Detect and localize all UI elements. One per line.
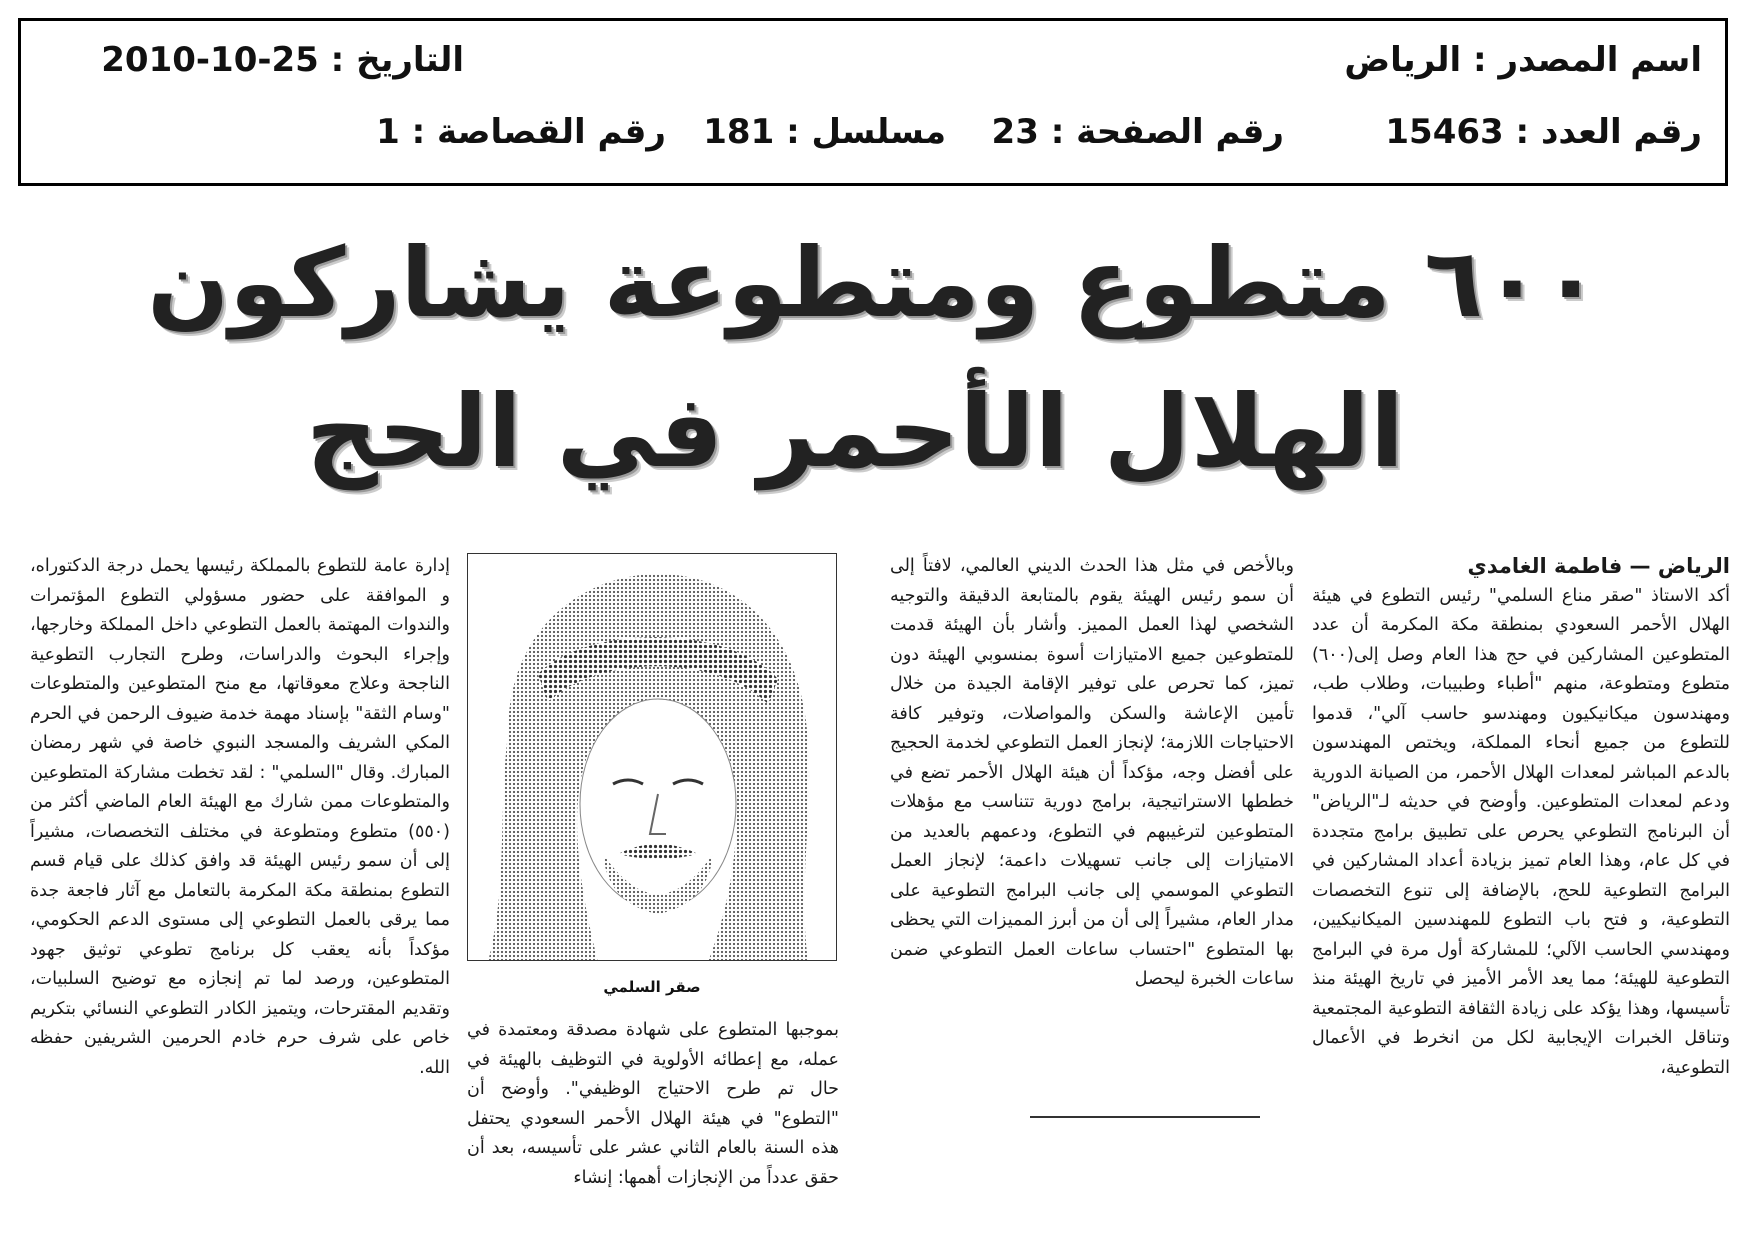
article-column-3: [467, 1016, 839, 1231]
article-column-3-text: بموجبها المتطوع على شهادة مصدقة ومعتمدة في عمله، مع إعطائه الأولوية في التوظيف بالهيئة في حال تم طرح الاحتياج الوظيفي". وأوضح أن "التطوع" في هيئة الهلال الأحمر السعودي يحتفل هذه السنة بالعام الثاني عشر على تأسيسه، بعد أن حقق عدداً من الإنجازات أهمها: إنشاء: [467, 1020, 839, 1188]
source-label: اسم المصدر : الرياض: [1344, 40, 1702, 80]
date-label: التاريخ : 25-10-2010: [101, 40, 464, 80]
article-column-4-text: إدارة عامة للتطوع بالمملكة رئيسها يحمل درجة الدكتوراه، و الموافقة على حضور مسؤولي التطوع المؤتمرات والندوات المهتمة بالعمل التطوعي داخل المملكة وخارجها، وإجراء البحوث والدراسات، وطرح التجارب التطوعية الناجحة وعلاج معوقاتها، مع منح المتطوعين والمتطوعات "وسام الثقة" بإسناد مهمة خدمة ضيوف الرحمن في الحرم المكي الشريف والمسجد النبوي خاصة في شهر رمضان المبارك. وقال "السلمي" : لقد تخطت مشاركة المتطوعين والمتطوعات ممن شارك مع الهيئة العام الماضي أكثر من (٥٥٠) متطوع ومتطوعة في مختلف التخصصات، مشيراً إلى أن سمو رئيس الهيئة قد وافق كذلك على قيام قسم التطوع بمنطقة مكة المكرمة بالتعامل مع آثار فاجعة جدة مما يرقى بالعمل التطوعي إلى مستوى الدعم الحكومي، مؤكداً بأنه يعقب كل برنامج تطوعي توثيق جهود المتطوعين، ورصد لما تم إنجازه مع توضيح السلبيات، وتقديم المقترحات، ويتميز الكادر التطوعي النسائي بتكريم خاص على شرف حرم خادم الحرمين الشريفين حفظه الله.: [30, 556, 450, 1078]
portrait-photo: [467, 553, 837, 961]
photo-caption: صقر السلمي: [603, 978, 701, 996]
portrait-illustration: [468, 554, 837, 961]
headline-line-1: ٦٠٠ متطوع ومتطوعة يشاركون: [147, 227, 1600, 339]
serial-label: مسلسل : 181: [703, 112, 946, 152]
article-column-2: [890, 552, 1294, 1102]
article-column-1: [1312, 552, 1730, 1232]
article-column-2-text: وبالأخص في مثل هذا الحدث الديني العالمي، لافتاً إلى أن سمو رئيس الهيئة يقوم بالمتابعة الدقيقة والتوجيه الشخصي لهذا العمل المميز. وأشار بأن الهيئة قدمت للمتطوعين جميع الامتيازات أسوة بمنسوبي الهيئة دون تميز، كما تحرص على توفير الإقامة الجيدة من خلال تأمين الإعاشة والسكن والمواصلات، وتوفير كافة الاحتياجات اللازمة؛ لإنجاز العمل التطوعي لخدمة الحجيج على أفضل وجه، مؤكداً أن هيئة الهلال الأحمر تضع في خططها الاستراتيجية، برامج دورية تتناسب مع مؤهلات المتطوعين لترغيبهم في التطوع، ودعمهم بالعديد من الامتيازات إلى جانب تسهيلات داعمة؛ لإنجاز العمل التطوعي الموسمي إلى جانب البرامج التطوعية على مدار العام، مشيراً إلى أن من أبرز المميزات التي يحظى بها المتطوع "احتساب ساعات العمل التطوعي ضمن ساعات الخبرة ليحصل: [890, 556, 1294, 989]
clip-label: رقم القصاصة : 1: [376, 112, 666, 152]
issue-label: رقم العدد : 15463: [1385, 112, 1702, 152]
article-column-1-text: أكد الاستاذ "صقر مناع السلمي" رئيس التطوع في هيئة الهلال الأحمر السعودي بمنطقة مكة المكرمة أن عدد المتطوعين المشاركين في حج هذا العام وصل إلى(٦٠٠) متطوع ومتطوعة، منهم "أطباء وطبيبات، وطلاب طب، ومهندسون ميكانيكيون ومهندسو حاسب آلي"، قدموا للتطوع من جميع أنحاء المملكة، ويختص المهندسون بالدعم المباشر لمعدات الهلال الأحمر، من الصيانة الدورية ودعم لمعدات المتطوعين. وأوضح في حديثه لـ"الرياض" أن البرنامج التطوعي يحرص على تطبيق برامج متجددة في كل عام، وهذا العام تميز بزيادة أعداد المشاركين في البرامج التطوعية للحج، بالإضافة إلى تنوع التخصصات التطوعية، و فتح باب التطوع للمهندسين الميكانيكيين، ومهندسي الحاسب الآلي؛ للمشاركة أول مرة في البرامج التطوعية للهيئة؛ مما يعد الأمر الأميز في تاريخ الهيئة منذ تأسيسها، وهذا يؤكد على زيادة الثقافة التطوعية المجتمعية وتناقل الخبرات الإيجابية لكل من انخرط في الأعمال التطوعية،: [1312, 585, 1730, 1078]
headline-line-2: الهلال الأحمر في الحج: [305, 373, 1405, 490]
column-2-end-rule: [1030, 1116, 1260, 1118]
article-column-4: [30, 552, 450, 1232]
page-label: رقم الصفحة : 23: [991, 112, 1284, 152]
byline: الرياض — فاطمة الغامدي: [1467, 554, 1730, 578]
